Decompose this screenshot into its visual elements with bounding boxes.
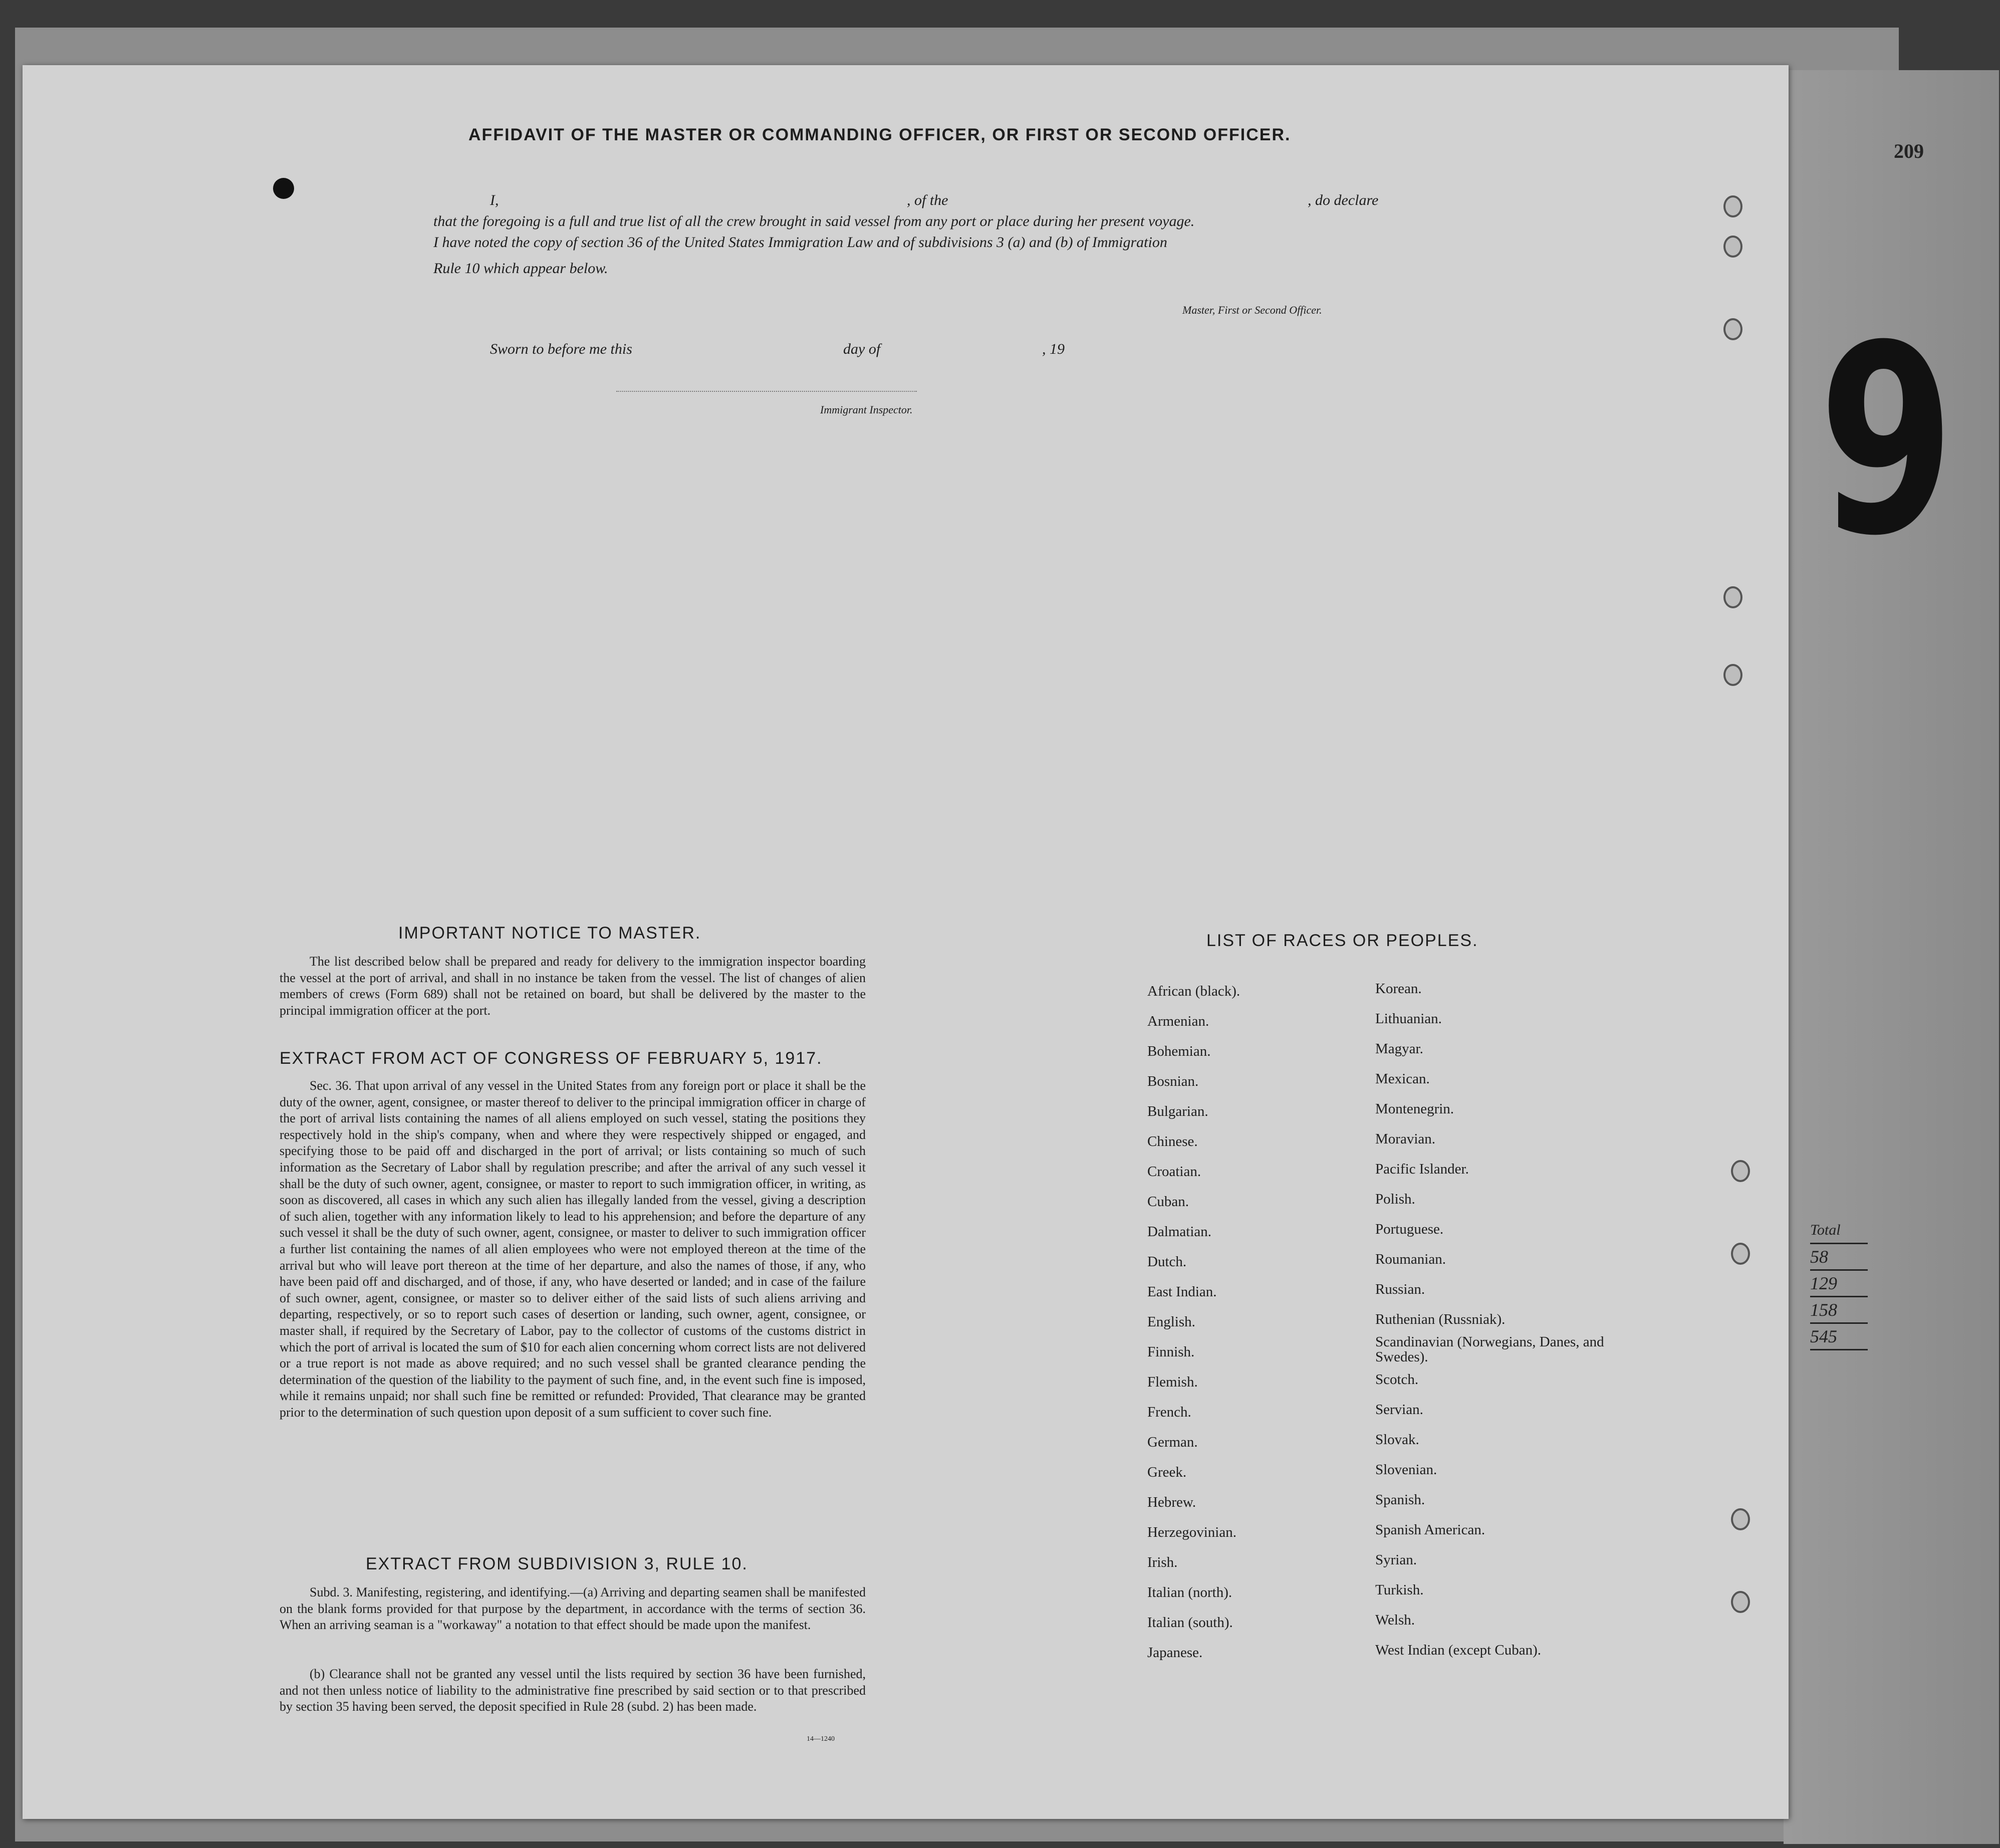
race-item: Korean. — [1375, 981, 1422, 997]
handwritten-tally — [1810, 1218, 1868, 1350]
race-item: Welsh. — [1375, 1612, 1415, 1628]
race-item: African (black). — [1147, 983, 1240, 999]
inspector-label: Immigrant Inspector. — [820, 403, 913, 416]
race-item: Irish. — [1147, 1554, 1178, 1570]
affidavit-i: I, — [490, 192, 499, 208]
race-item: Magyar. — [1375, 1041, 1423, 1057]
rule-extract-body-b: (b) Clearance shall not be granted any vessel until the lists required by section 36 have been furnished, and not then unless notice of liability to the administrative fine prescribed by said section or to that prescribed by section 35 having been served, the deposit specified in Rule 28 (subd. 2) has been made. — [280, 1667, 866, 1714]
race-item: Turkish. — [1375, 1582, 1424, 1598]
notice-title: IMPORTANT NOTICE TO MASTER. — [398, 923, 701, 943]
binder-hole — [1723, 236, 1742, 258]
punch-hole — [273, 178, 294, 199]
binder-hole — [1723, 195, 1742, 217]
race-item: Scotch. — [1375, 1371, 1419, 1388]
race-item: Spanish American. — [1375, 1522, 1485, 1538]
races-left-column — [1147, 976, 1240, 1668]
race-item: Flemish. — [1147, 1374, 1198, 1390]
act-extract-body: Sec. 36. That upon arrival of any vessel in the United States from any foreign port or place it shall be the duty of the owner, agent, consignee, or master thereof to deliver to the principal immigration officer in charge of the port of arrival lists containing the names of all aliens employed on such vessel, stating the positions they respectively hold in the ship's company, when and where they were respectively shipped or engaged, and specifying those to be paid off and discharged in the port of arrival; or lists containing so much of such information as the Secretary of Labor shall by regulation prescribe; and after the arrival of any such vessel it shall be the duty of such owner, agent, consignee, or master to report to such immigration officer, in writing, as soon as discovered, all cases in which any such alien has illegally landed from the vessel, giving a description of such alien, together with any information likely to lead to his apprehension; and before the departure of any such vessel it shall be the duty of such owner, agent, consignee, or master to deliver to such immigration officer a further list containing the names of all alien employees who were not employed thereon at the time of the arrival but who will leave port thereon at the time of her departure, and also the names of those, if any, who have been paid off and discharged, and of those, if any, who have deserted or landed; and in case of the failure of such owner, agent, consignee, or master so to deliver either of the said lists of such aliens arriving and departing, respectively, or so to report such cases of desertion or landing, such owner, agent, consignee, or master shall, if required by the Secretary of Labor, pay to the collector of customs of the customs district in which the port of arrival is located the sum of $10 for each alien concerning whom correct lists are not delivered or a true report is not made as above required; and no such vessel shall be granted clearance pending the determination of the question of the liability to the payment of such fine, and, in the event such fine is imposed, while it remains unpaid; nor shall such fine be remitted or refunded: Provided, That clearance may be granted prior to the determination of such question upon deposit of a sum sufficient to cover such fine. — [280, 1078, 866, 1420]
inspector-signature-line — [616, 391, 917, 392]
tally-value: 129 — [1810, 1271, 1868, 1297]
race-item: Syrian. — [1375, 1552, 1417, 1568]
binder-hole — [1731, 1591, 1750, 1613]
race-item: Mexican. — [1375, 1071, 1430, 1087]
affidavit-title: AFFIDAVIT OF THE MASTER OR COMMANDING OFFICER, OR FIRST OR SECOND OFFICER. — [468, 125, 1291, 144]
race-item: Greek. — [1147, 1464, 1187, 1480]
affidavit-of-the: , of the — [907, 192, 948, 208]
race-item: Bohemian. — [1147, 1043, 1211, 1059]
race-item: Scandinavian (Norwegians, Danes, and Swedes). — [1375, 1334, 1604, 1365]
race-item: Armenian. — [1147, 1013, 1209, 1029]
tally-label: Total — [1810, 1218, 1868, 1244]
sworn-year: , 19 — [1042, 341, 1065, 357]
race-item: Japanese. — [1147, 1645, 1203, 1661]
form-number: 14—1240 — [807, 1735, 835, 1743]
handwritten-page-mark: 9 — [1819, 289, 1955, 593]
rule-extract-title: EXTRACT FROM SUBDIVISION 3, RULE 10. — [366, 1554, 748, 1573]
race-item: Spanish. — [1375, 1492, 1425, 1508]
notice-body: The list described below shall be prepared and ready for delivery to the immigration inspector boarding the vessel at the port of arrival, and shall in no instance be taken from the vessel. The list of changes of alien members of crews (Form 689) shall not be retained on board, but shall be delivered by the master to the principal immigration officer at the port. — [280, 954, 866, 1018]
race-item: Slovenian. — [1375, 1462, 1437, 1478]
race-item: Italian (north). — [1147, 1584, 1232, 1600]
race-item: English. — [1147, 1314, 1195, 1330]
sworn-day-of: day of — [843, 341, 881, 357]
binder-hole — [1723, 586, 1742, 608]
race-item: West Indian (except Cuban). — [1375, 1642, 1542, 1658]
binder-hole — [1731, 1508, 1750, 1530]
race-item: Roumanian. — [1375, 1251, 1446, 1267]
race-item: Italian (south). — [1147, 1614, 1233, 1631]
race-item: Moravian. — [1375, 1131, 1435, 1147]
affidavit-line: Rule 10 which appear below. — [433, 260, 608, 277]
race-item: East Indian. — [1147, 1284, 1217, 1300]
affidavit-line: that the foregoing is a full and true list of all the crew brought in said vessel from any port or place during her present voyage. — [433, 213, 1195, 229]
race-item: Dalmatian. — [1147, 1224, 1212, 1240]
affidavit-line: I have noted the copy of section 36 of the United States Immigration Law and of subdivisions 3 (a) and (b) of Immigration — [433, 234, 1167, 251]
race-item: Polish. — [1375, 1191, 1415, 1207]
races-title: LIST OF RACES OR PEOPLES. — [1206, 931, 1478, 950]
tally-value: 58 — [1810, 1244, 1868, 1271]
race-item: Hebrew. — [1147, 1494, 1196, 1510]
race-item: Dutch. — [1147, 1254, 1187, 1270]
races-right-column — [1375, 974, 1611, 1665]
race-item: Chinese. — [1147, 1133, 1198, 1149]
affidavit-declare: , do declare — [1308, 192, 1379, 208]
race-item: Bulgarian. — [1147, 1103, 1208, 1119]
race-item: Lithuanian. — [1375, 1011, 1442, 1027]
binder-hole — [1731, 1243, 1750, 1265]
race-item: German. — [1147, 1434, 1198, 1450]
binder-hole — [1723, 664, 1742, 686]
race-item: Croatian. — [1147, 1164, 1201, 1180]
race-item: Slovak. — [1375, 1432, 1419, 1448]
tally-value: 158 — [1810, 1297, 1868, 1324]
race-item: French. — [1147, 1404, 1191, 1420]
page-number: 209 — [1894, 140, 1924, 162]
race-item: Ruthenian (Russniak). — [1375, 1311, 1506, 1327]
act-extract-title: EXTRACT FROM ACT OF CONGRESS OF FEBRUARY 5, 1917. — [280, 1049, 823, 1068]
sworn-text: Sworn to before me this — [490, 341, 632, 357]
race-item: Finnish. — [1147, 1344, 1195, 1360]
rule-extract-body-a: Subd. 3. Manifesting, registering, and identifying.—(a) Arriving and departing seamen shall be manifested on the blank forms provided for that purpose by the department, in accordance with the terms of section 36. When an arriving seaman is a "workaway" a notation to that effect should be made upon the manifest. — [280, 1585, 866, 1633]
binder-hole — [1723, 318, 1742, 340]
master-signature-label: Master, First or Second Officer. — [1182, 304, 1322, 316]
race-item: Herzegovinian. — [1147, 1524, 1236, 1540]
race-item: Portuguese. — [1375, 1221, 1444, 1237]
race-item: Pacific Islander. — [1375, 1161, 1469, 1177]
race-item: Servian. — [1375, 1402, 1423, 1418]
race-item: Montenegrin. — [1375, 1101, 1454, 1117]
race-item: Bosnian. — [1147, 1073, 1199, 1089]
race-item: Cuban. — [1147, 1194, 1189, 1210]
race-item: Russian. — [1375, 1281, 1425, 1297]
binder-hole — [1731, 1160, 1750, 1182]
tally-value: 545 — [1810, 1324, 1868, 1350]
